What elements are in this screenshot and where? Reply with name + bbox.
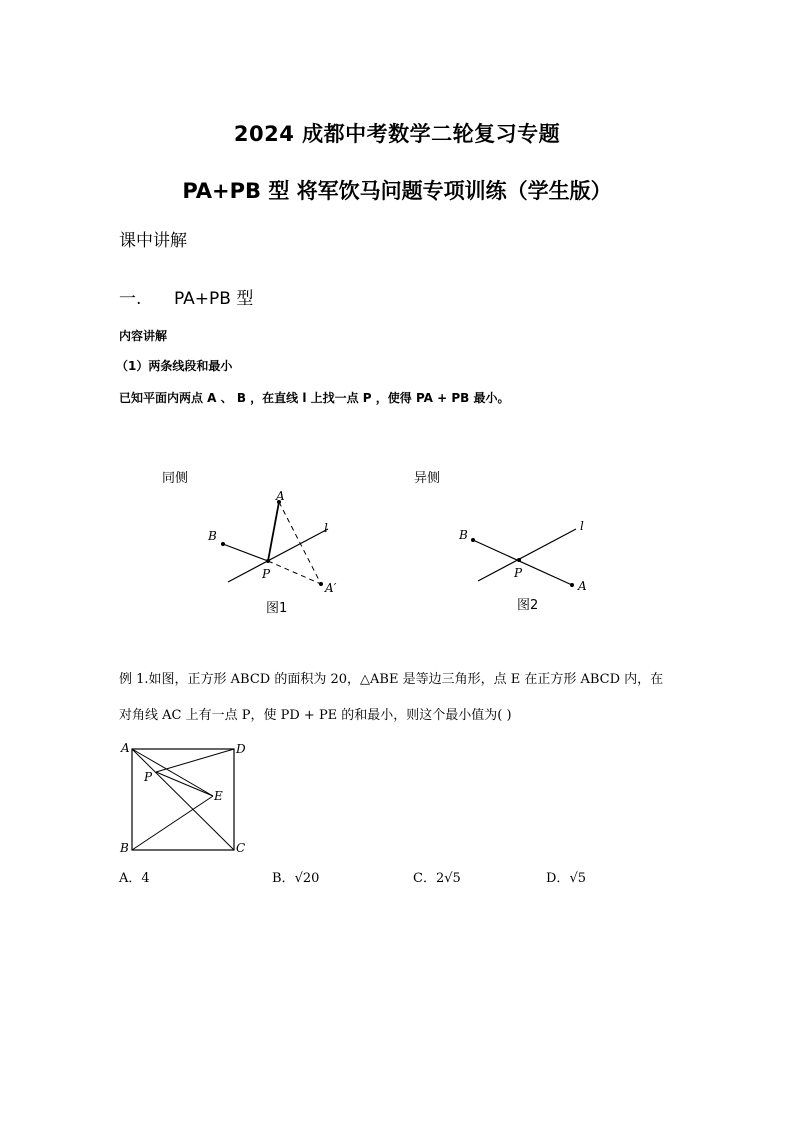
- option-c-letter: C．: [413, 871, 436, 886]
- point-A: [570, 583, 574, 587]
- label-A: A: [578, 579, 587, 593]
- example-diagram: [116, 738, 256, 858]
- label-l: l: [580, 519, 584, 533]
- option-a: [119, 867, 150, 886]
- segment-PA: [268, 502, 279, 561]
- figure1-label: 图1: [266, 601, 288, 616]
- part-heading: [119, 284, 253, 309]
- option-d-letter: D．: [546, 871, 570, 886]
- subtopic-heading: （1）两条线段和最小: [116, 359, 233, 373]
- segment-AB: [473, 540, 572, 585]
- segment-PA-prime: [268, 561, 321, 584]
- content-label: 内容讲解: [119, 329, 168, 343]
- segment-PD: [156, 749, 234, 772]
- label-P: P: [262, 567, 271, 581]
- figure1-diagram: [190, 480, 370, 615]
- figure1-caption: 同侧: [162, 471, 189, 486]
- option-b: [272, 867, 319, 886]
- label-A: A: [121, 741, 130, 755]
- label-B: B: [459, 528, 468, 542]
- segment-BE: [132, 796, 213, 850]
- option-d-value: √5: [569, 871, 586, 886]
- label-E: E: [214, 789, 223, 803]
- option-c-value: 2√5: [435, 871, 461, 886]
- label-P: P: [144, 770, 153, 784]
- point-B: [471, 538, 475, 542]
- figure2-caption: 异侧: [414, 471, 441, 486]
- label-P: P: [514, 566, 523, 580]
- label-A: A: [276, 489, 285, 503]
- label-l: l: [324, 521, 328, 535]
- point-A-prime: [319, 582, 323, 586]
- option-a-letter: A．: [119, 871, 142, 886]
- option-b-letter: B．: [272, 871, 295, 886]
- document-title: 2024 成都中考数学二轮复习专题: [233, 122, 561, 146]
- example-line-1: 例 1.如图，正方形 ABCD 的面积为 20，△ABE 是等边三角形，点 E 在正方形 ABCD 内，在: [119, 672, 664, 687]
- option-c: [413, 867, 461, 886]
- label-B: B: [208, 529, 217, 543]
- option-d: [546, 867, 586, 886]
- figure2-diagram: [450, 510, 600, 605]
- point-P: [517, 558, 521, 562]
- label-D: D: [236, 742, 246, 756]
- problem-statement: 已知平面内两点 A 、 B ，在直线 l 上找一点 P ，使得 PA + PB 最小。: [119, 391, 510, 405]
- segment-PB: [223, 544, 268, 561]
- document-subtitle: PA+PB 型 将军饮马问题专项训练（学生版）: [182, 179, 612, 203]
- section-heading: 课中讲解: [119, 231, 187, 251]
- example-line-2: 对角线 AC 上有一点 P，使 PD + PE 的和最小，则这个最小值为( ): [119, 708, 512, 723]
- part-number: 一.: [119, 289, 142, 309]
- label-B: B: [120, 841, 129, 855]
- label-A-prime: A′: [325, 581, 337, 595]
- option-b-value: √20: [294, 871, 320, 886]
- point-P: [266, 559, 270, 563]
- line-l: [478, 529, 576, 581]
- segment-PE: [156, 772, 213, 796]
- segment-AA-prime: [279, 502, 321, 584]
- label-C: C: [236, 841, 246, 855]
- line-l: [228, 529, 328, 582]
- figure2-label: 图2: [517, 598, 539, 613]
- option-a-value: 4: [141, 871, 150, 886]
- point-B: [221, 542, 225, 546]
- part-title: PA+PB 型: [174, 289, 254, 309]
